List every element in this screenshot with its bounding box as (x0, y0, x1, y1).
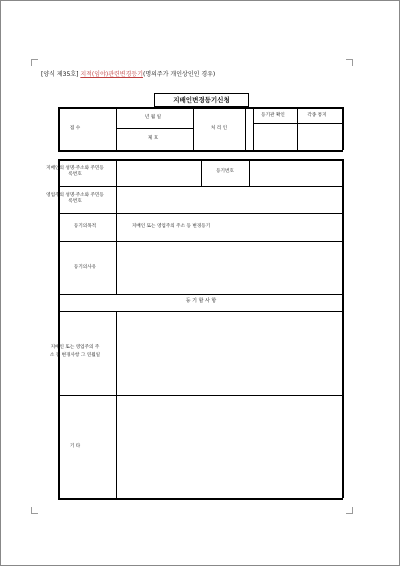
grid-line-h (58, 311, 343, 312)
grid-line-h (58, 395, 343, 396)
form-number: [양식 제35호] (41, 71, 79, 78)
change-label: 지배인 또는 영업주의 주소 등 변경사항 그 연월일 (49, 345, 101, 358)
crop-mark-top-left (31, 59, 38, 66)
form-title: 지배인변경등기신청 (154, 93, 249, 107)
reg-number-label: 등기번호 (216, 169, 234, 174)
matters-heading: 등 기 할 사 항 (185, 298, 217, 304)
grid-line-h (58, 150, 343, 152)
grid-line-v (193, 107, 194, 150)
manager-label: 지배인의 성명·주소와 주민등록번호 (46, 166, 104, 177)
notify-label: 각종 통지 (307, 113, 327, 118)
purpose-value: 지배인 또는 영업주의 주소 등 변경등기 (131, 224, 211, 229)
other-label: 기 타 (69, 444, 81, 449)
grid-line-h (58, 294, 343, 295)
grid-line-v (297, 107, 298, 150)
grid-line-v (116, 311, 117, 498)
grid-line-v (201, 159, 202, 186)
grid-line-h (58, 241, 343, 242)
grid-line-v (245, 107, 246, 150)
crop-mark-bottom-left (31, 507, 38, 514)
cause-label: 등기의사유 (73, 265, 97, 270)
form-header (41, 69, 215, 78)
grid-line-h (58, 107, 343, 109)
grid-line-h (58, 498, 343, 500)
crop-mark-top-right (346, 59, 353, 66)
received-label: 접 수 (69, 126, 81, 131)
grid-line-v (253, 107, 254, 150)
merchant-label: 영업주의 성명·주소와 주민등록번호 (46, 193, 104, 204)
processor-label: 처 리 인 (210, 126, 228, 131)
crop-mark-bottom-right (346, 507, 353, 514)
number-label: 제 호 (147, 136, 159, 141)
grid-line-h (253, 123, 343, 124)
reg-official-label: 등기관 확인 (261, 113, 285, 118)
purpose-label: 등기의목적 (73, 224, 97, 229)
grid-line-v (116, 107, 117, 150)
form-link[interactable]: 지적(임야)관련변경등기 (80, 71, 143, 78)
grid-line-v (116, 159, 117, 294)
grid-line-h (58, 186, 343, 187)
grid-line-v (342, 107, 344, 150)
form-note: (명의주가 개인상인인 경우) (143, 71, 216, 78)
date-label: 년 월 일 (144, 115, 162, 120)
grid-line-v (249, 159, 250, 186)
grid-line-v (58, 159, 60, 498)
grid-line-v (342, 159, 344, 498)
grid-line-h (58, 213, 343, 214)
grid-line-h (116, 128, 193, 129)
grid-line-v (58, 107, 60, 150)
